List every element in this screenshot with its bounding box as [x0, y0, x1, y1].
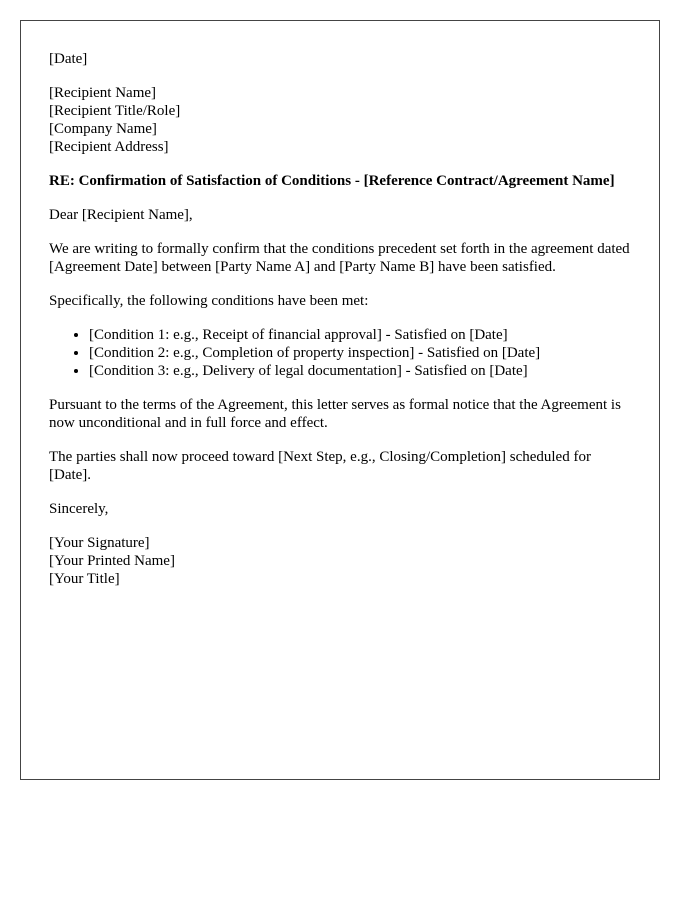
condition-item: • [Condition 2: e.g., Completion of property inspection] - Satisfied on [Date]: [89, 344, 631, 362]
letter-subject: RE: Confirmation of Satisfaction of Conditions - [Reference Contract/Agreement Name]: [49, 173, 615, 189]
letter-page: [20, 20, 660, 780]
signer-title: [Your Title]: [49, 571, 120, 587]
letter-date: [Date]: [49, 51, 88, 67]
conditions-list: [49, 326, 631, 380]
letter-paragraph-intro: We are writing to formally confirm that the conditions precedent set forth in the agreement dated [Agreement Date] between [Party Name A] and [Party Name B] have been satisfied.: [49, 241, 630, 275]
recipient-company: [Company Name]: [49, 121, 157, 137]
signature-block: [49, 534, 631, 588]
letter-paragraph-conditions-intro: Specifically, the following conditions have been met:: [49, 293, 369, 309]
recipient-name: [Recipient Name]: [49, 85, 157, 101]
condition-item: • [Condition 1: e.g., Receipt of financial approval] - Satisfied on [Date]: [89, 326, 631, 344]
recipient-address: [Recipient Address]: [49, 139, 169, 155]
letter-salutation: Dear [Recipient Name],: [49, 207, 193, 223]
recipient-block: [49, 84, 631, 156]
signature-line: [Your Signature]: [49, 535, 150, 551]
printed-name: [Your Printed Name]: [49, 553, 175, 569]
recipient-title: [Recipient Title/Role]: [49, 103, 181, 119]
condition-item: • [Condition 3: e.g., Delivery of legal documentation] - Satisfied on [Date]: [89, 362, 631, 380]
letter-paragraph-next-step: The parties shall now proceed toward [Next Step, e.g., Closing/Completion] scheduled for [Date].: [49, 449, 591, 483]
letter-closing: Sincerely,: [49, 501, 109, 517]
letter-paragraph-notice: Pursuant to the terms of the Agreement, this letter serves as formal notice that the Agreement is now unconditional and in full force and effect.: [49, 397, 621, 431]
